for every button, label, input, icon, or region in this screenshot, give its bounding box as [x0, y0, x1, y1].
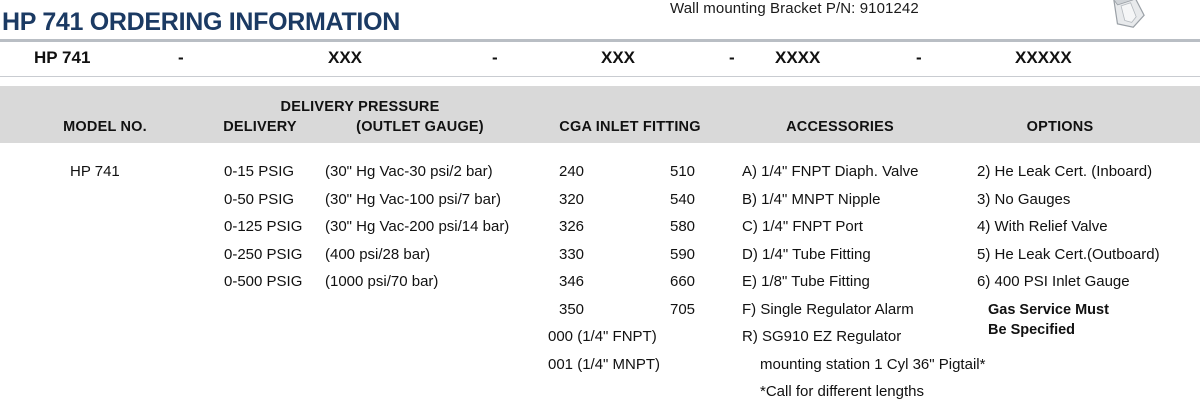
- cga-item: 705: [670, 300, 696, 318]
- outlet-gauge-item: (30" Hg Vac-30 psi/2 bar): [325, 163, 493, 180]
- option-item: 3) No Gauges: [977, 190, 1071, 208]
- cga-item: 000 (1/4" FNPT): [548, 328, 657, 345]
- option-item: 2) He Leak Cert. (Inboard): [977, 163, 1153, 180]
- cga-item: 320: [559, 190, 585, 208]
- code-dash-3: -: [729, 48, 735, 67]
- column-accessories: [742, 158, 1002, 406]
- cga-item: 346: [559, 273, 585, 290]
- cga-item: 001 (1/4" MNPT): [548, 355, 661, 373]
- cga-item: 350: [559, 300, 585, 318]
- accessory-item-continuation: mounting station 1 Cyl 36" Pigtail*: [760, 355, 986, 373]
- accessory-item: E) 1/8" Tube Fitting: [742, 273, 870, 290]
- delivery-item: 0-500 PSIG: [224, 273, 303, 290]
- cga-item: 580: [670, 218, 696, 235]
- outlet-gauge-item: (30" Hg Vac-100 psi/7 bar): [325, 190, 501, 208]
- accessory-item-footnote: *Call for different lengths: [760, 383, 924, 400]
- table-header-band: [0, 86, 1200, 143]
- column-cga-right: [670, 158, 750, 323]
- accessory-item: B) 1/4" MNPT Nipple: [742, 190, 881, 208]
- part-number-code-row: [0, 44, 1200, 77]
- cga-item: 660: [670, 273, 696, 290]
- code-part-3: XXX: [601, 48, 636, 67]
- accessory-item: R) SG910 EZ Regulator: [742, 328, 902, 345]
- code-dash-2: -: [492, 48, 498, 67]
- column-model-no: [70, 158, 120, 186]
- option-item: 4) With Relief Valve: [977, 218, 1108, 235]
- delivery-item: 0-50 PSIG: [224, 190, 295, 208]
- cga-item: 510: [670, 163, 696, 180]
- accessory-item: A) 1/4" FNPT Diaph. Valve: [742, 163, 919, 180]
- code-part-5: XXXXX: [1015, 48, 1072, 67]
- column-delivery: [224, 158, 334, 296]
- option-item: 5) He Leak Cert.(Outboard): [977, 245, 1160, 263]
- header-outlet-gauge: (OUTLET GAUGE): [356, 119, 484, 135]
- option-item: 6) 400 PSI Inlet Gauge: [977, 273, 1130, 290]
- gas-service-note-line2: Be Specified: [988, 321, 1076, 338]
- accessory-item: D) 1/4" Tube Fitting: [742, 245, 871, 263]
- header-model-no: MODEL NO.: [63, 119, 147, 135]
- cga-item: 330: [559, 245, 585, 263]
- cga-item: 590: [670, 245, 696, 263]
- header-cga-inlet-fitting: CGA INLET FITTING: [559, 119, 701, 135]
- page-title: HP 741 ORDERING INFORMATION: [2, 8, 400, 36]
- code-part-4: XXXX: [775, 48, 821, 67]
- header-delivery: DELIVERY: [223, 119, 297, 135]
- column-cga-left: [548, 158, 679, 378]
- code-dash-4: -: [916, 48, 922, 67]
- title-block: [0, 8, 1200, 42]
- accessory-item: C) 1/4" FNPT Port: [742, 218, 863, 235]
- cga-item: 540: [670, 190, 696, 208]
- delivery-item: 0-125 PSIG: [224, 218, 303, 235]
- code-part-2: XXX: [328, 48, 363, 67]
- cga-item: 240: [559, 163, 585, 180]
- header-delivery-pressure: DELIVERY PRESSURE: [280, 99, 440, 115]
- model-no-item: HP 741: [70, 163, 120, 180]
- code-model: HP 741: [34, 48, 91, 67]
- column-options: [977, 158, 1197, 340]
- column-outlet-gauge: [325, 158, 540, 296]
- delivery-item: 0-15 PSIG: [224, 163, 295, 180]
- outlet-gauge-item: (1000 psi/70 bar): [325, 273, 439, 290]
- gas-service-note-line1: Gas Service Must: [988, 301, 1109, 318]
- title-divider: [0, 39, 1200, 42]
- accessory-item: F) Single Regulator Alarm: [742, 300, 914, 318]
- outlet-gauge-item: (30" Hg Vac-200 psi/14 bar): [325, 218, 510, 235]
- header-accessories: ACCESSORIES: [786, 119, 894, 135]
- code-dash-1: -: [178, 48, 184, 67]
- cga-item: 326: [559, 218, 585, 235]
- delivery-item: 0-250 PSIG: [224, 245, 303, 263]
- wall-bracket-note-text: Wall mounting Bracket P/N: 9101242: [670, 0, 919, 17]
- outlet-gauge-item: (400 psi/28 bar): [325, 245, 431, 263]
- header-options: OPTIONS: [1026, 119, 1094, 135]
